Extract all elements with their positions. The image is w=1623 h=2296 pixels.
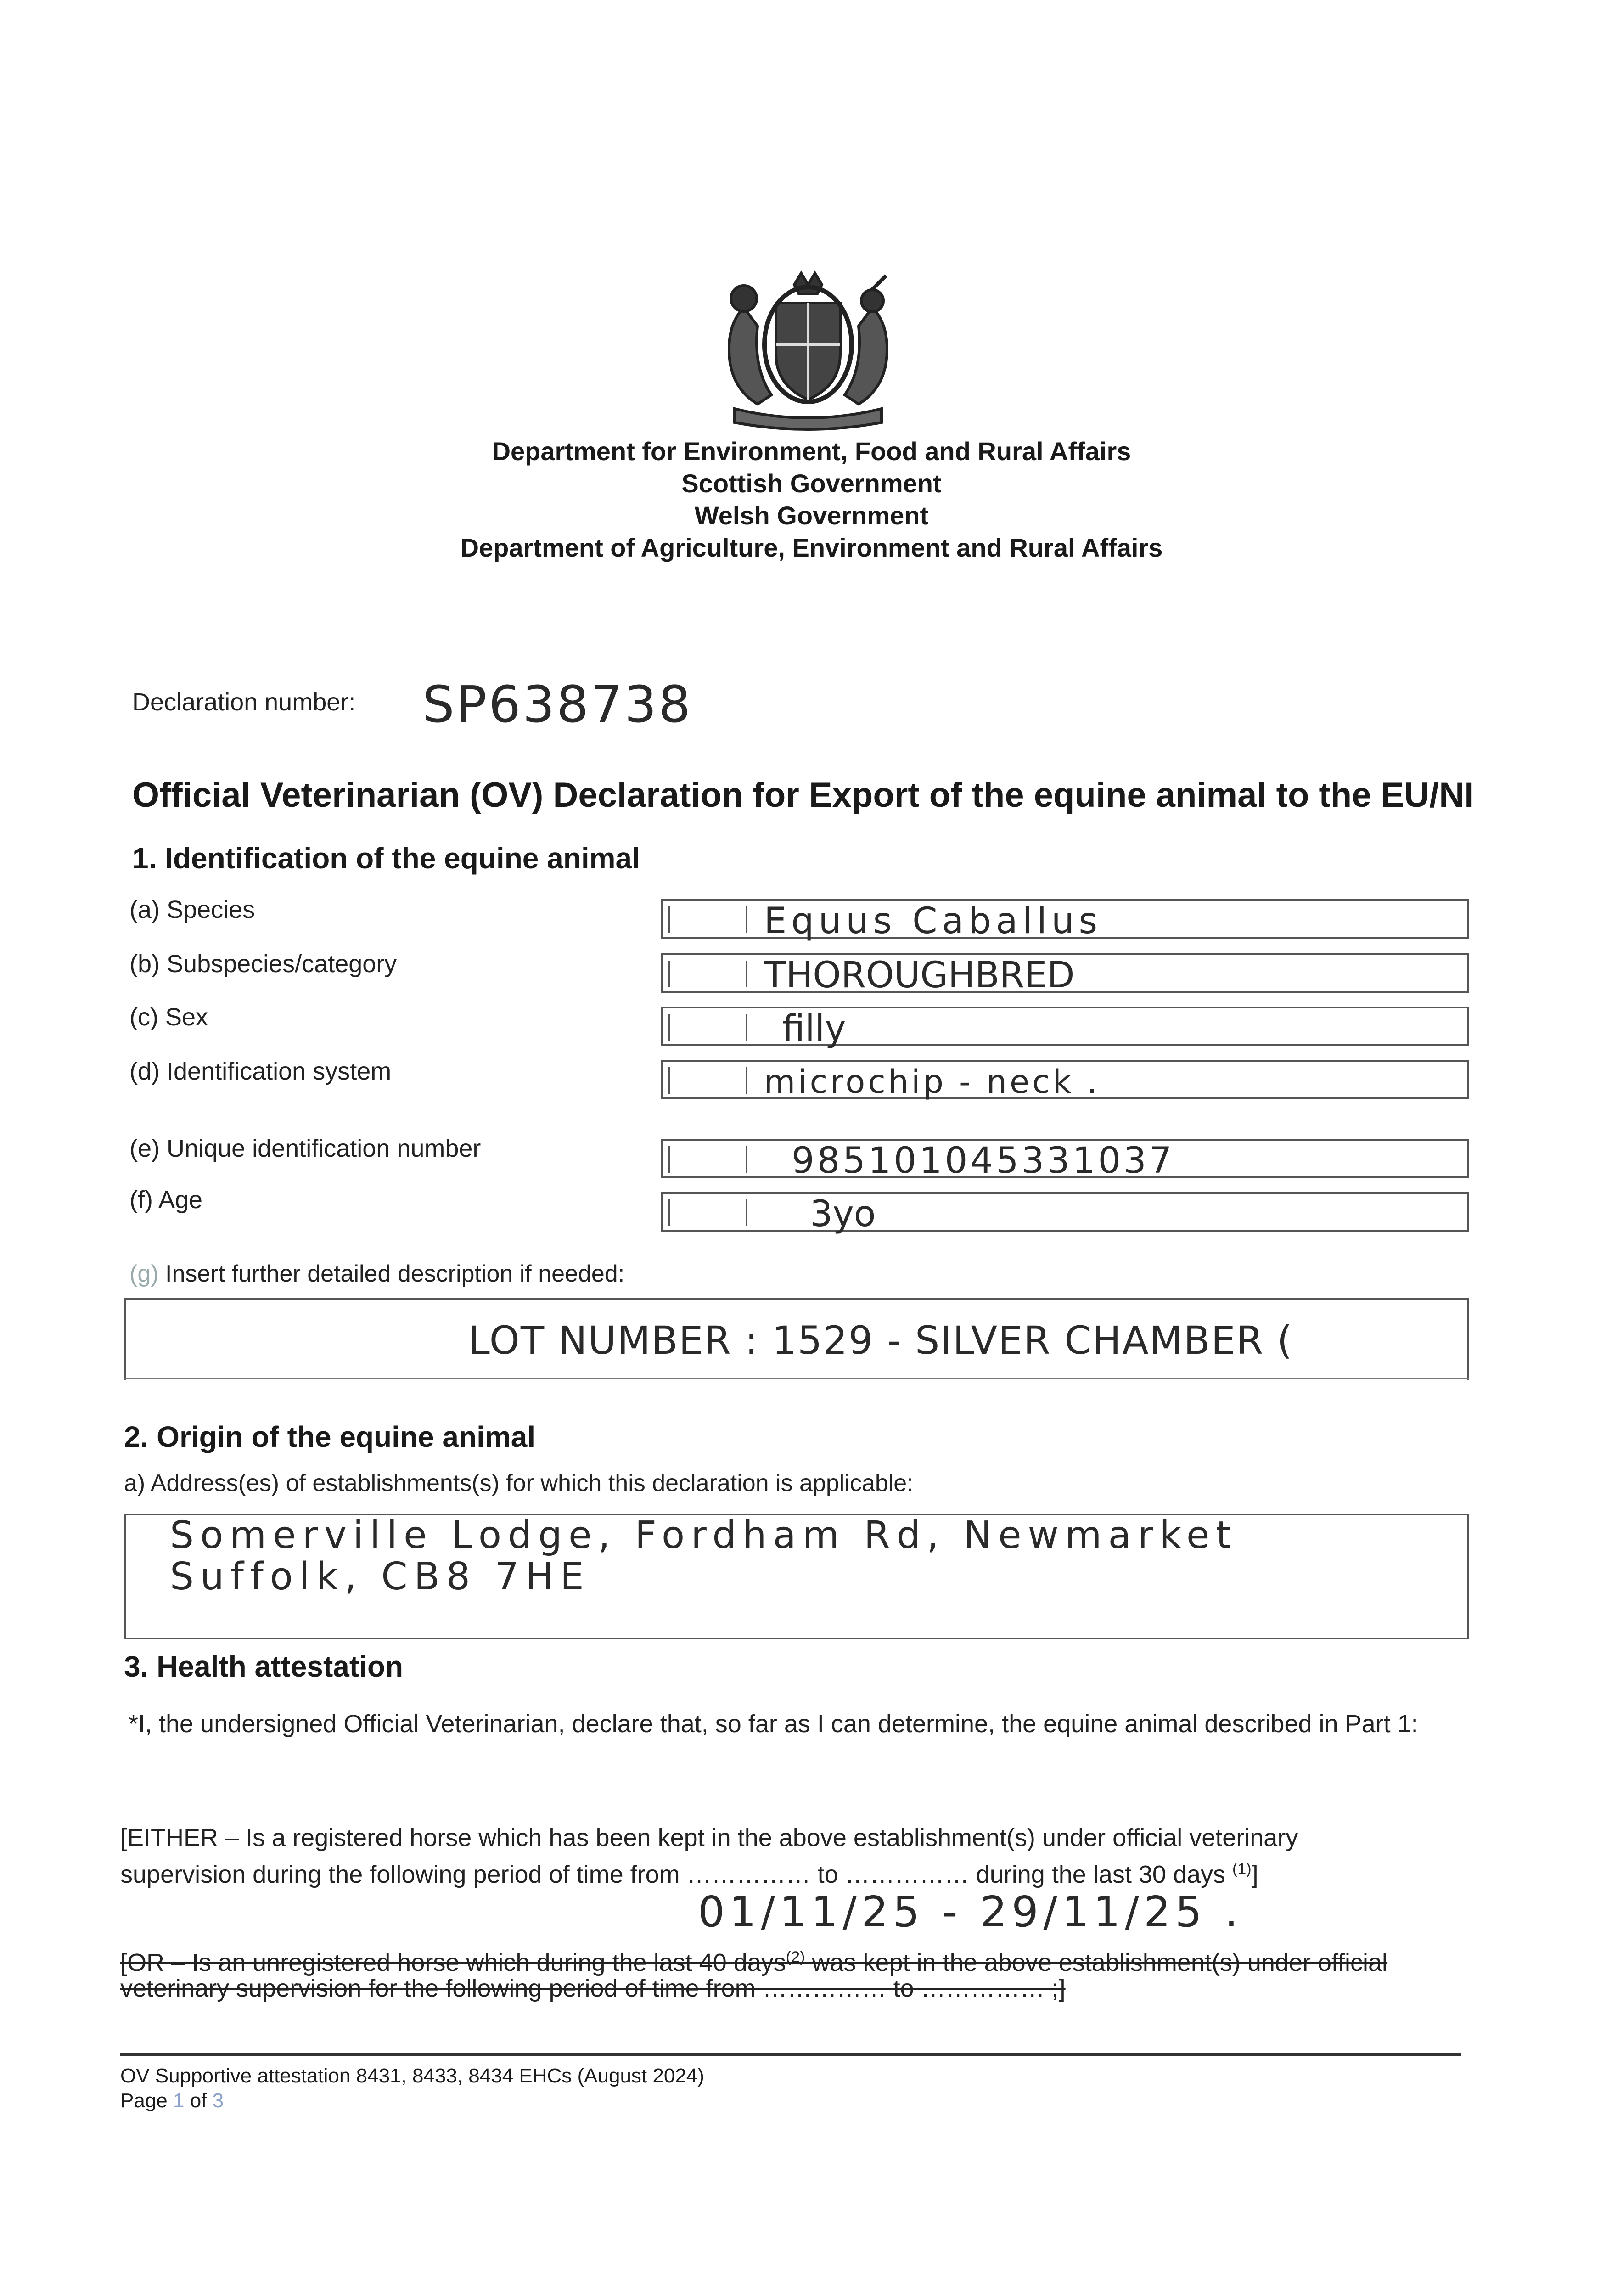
field-tick: [668, 1199, 670, 1226]
either-clause-line-2: [120, 1853, 1258, 1890]
field-tick: [746, 1199, 747, 1226]
further-description-label: [129, 1260, 624, 1288]
subspecies-label: (b) Subspecies/category: [129, 950, 397, 978]
species-value: Equus Caballus: [764, 900, 1102, 942]
sex-label: (c) Sex: [129, 1003, 208, 1031]
further-description-text: Insert further detailed description if needed:: [158, 1261, 625, 1287]
declaration-number-value[interactable]: SP638738: [422, 675, 693, 734]
page-total: 3: [212, 2089, 224, 2112]
address-line-1: Somerville Lodge, Fordham Rd, Newmarket: [170, 1514, 1237, 1557]
subspecies-field[interactable]: [661, 953, 1469, 996]
or-clause-text-b: was kept in the above establishment(s) under official: [805, 1949, 1388, 1976]
sex-field[interactable]: [661, 1007, 1469, 1049]
identification-system-label: (d) Identification system: [129, 1058, 392, 1085]
footer-rule: [120, 2053, 1461, 2056]
declaration-number-label: Declaration number:: [132, 688, 356, 716]
address-line-2: Suffolk, CB8 7HE: [170, 1555, 590, 1598]
further-description-value: LOT NUMBER : 1529 - SILVER CHAMBER (: [468, 1318, 1293, 1363]
field-tick: [746, 906, 747, 933]
field-tick: [746, 961, 747, 987]
or-clause-text-a: [OR – Is an unregistered horse which during the last 40 days: [120, 1949, 786, 1976]
section-2-heading: 2. Origin of the equine animal: [124, 1420, 536, 1453]
document-title: Official Veterinarian (OV) Declaration for Export of the equine animal to the EU/NI: [132, 776, 1474, 815]
field-tick: [668, 1014, 670, 1041]
org-defra: Department for Environment, Food and Rural Affairs: [492, 437, 1131, 466]
footnote-ref-2: (2): [786, 1948, 805, 1966]
page-mid: of: [184, 2089, 213, 2112]
field-tick: [668, 906, 670, 933]
footnote-ref-1: (1): [1232, 1860, 1252, 1878]
establishment-intro: a) Address(es) of establishments(s) for which this declaration is applicable:: [124, 1470, 914, 1497]
field-tick: [746, 1067, 747, 1094]
further-description-divider: [124, 1378, 1469, 1379]
org-welsh-government: Welsh Government: [694, 501, 929, 530]
unique-id-value: 985101045331037: [792, 1140, 1175, 1182]
sex-value: filly: [782, 1008, 846, 1049]
identification-system-field[interactable]: [661, 1060, 1469, 1099]
age-value: 3yo: [810, 1193, 876, 1235]
footer-page-number: [120, 2088, 224, 2113]
subspecies-value: THOROUGHBRED: [764, 955, 1075, 996]
handwritten-dates[interactable]: 01/11/25 - 29/11/25 .: [698, 1887, 1243, 1936]
species-label: (a) Species: [129, 896, 255, 923]
either-clause-line-1: [EITHER – Is a registered horse which has been kept in the above establishment(s) under official veterinary: [120, 1824, 1298, 1851]
org-daera: Department of Agriculture, Environment and Rural Affairs: [460, 533, 1163, 562]
field-tick: [746, 1146, 747, 1173]
page-prefix: Page: [120, 2089, 173, 2112]
unique-id-field[interactable]: [661, 1139, 1469, 1182]
age-label: (f) Age: [129, 1186, 203, 1214]
either-clause-text: supervision during the following period of time from …………… to …………… during the last 30 days: [120, 1861, 1226, 1888]
attestation-paragraph: *I, the undersigned Official Veterinarian, declare that, so far as I can determine, the equine animal described in Part 1:: [129, 1710, 1418, 1738]
royal-coat-of-arms-icon: [707, 266, 909, 432]
section-3-heading: 3. Health attestation: [124, 1650, 404, 1683]
either-clause-end: ]: [1251, 1861, 1258, 1888]
age-field[interactable]: [661, 1192, 1469, 1235]
footer-attestation-ref: OV Supportive attestation 8431, 8433, 8434 EHCs (August 2024): [120, 2065, 704, 2087]
section-1-heading: 1. Identification of the equine animal: [132, 842, 640, 875]
identification-system-value: microchip - neck .: [764, 1063, 1100, 1101]
org-scottish-government: Scottish Government: [681, 469, 942, 498]
field-tick: [668, 1067, 670, 1094]
field-tick: [746, 1014, 747, 1041]
field-tick: [668, 1146, 670, 1173]
unique-id-label: (e) Unique identification number: [129, 1135, 481, 1162]
further-description-prefix: (g): [129, 1261, 159, 1287]
or-clause-line-2: veterinary supervision for the following period of time from …………… to …………… ;]: [120, 1975, 1066, 2002]
page-current: 1: [173, 2089, 185, 2112]
field-tick: [668, 961, 670, 987]
species-field[interactable]: [661, 899, 1469, 942]
